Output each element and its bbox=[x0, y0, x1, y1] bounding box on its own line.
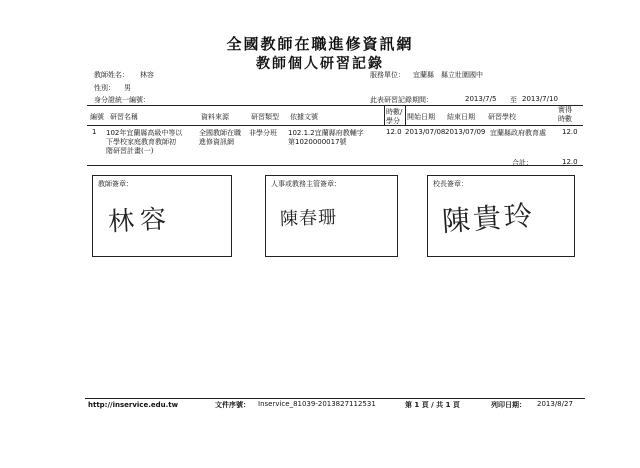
col-header-school: 研習學校 bbox=[488, 113, 516, 121]
row-no: 1 bbox=[92, 128, 97, 136]
col-header-actual-1: 實得 bbox=[558, 106, 572, 114]
row-source-line-1: 全國教師在職 bbox=[199, 129, 241, 137]
footer-page: 第 1 頁 / 共 1 頁 bbox=[405, 401, 460, 409]
document-subtitle: 教師個人研習記錄 bbox=[256, 56, 384, 72]
col-header-start: 開始日期 bbox=[407, 113, 435, 121]
col-header-name: 研習名稱 bbox=[110, 113, 138, 121]
record-period-start: 2013/7/5 bbox=[465, 95, 497, 103]
teacher-signature-label: 教師簽章： bbox=[98, 180, 133, 188]
footer-url: http://inservice.edu.tw bbox=[88, 401, 179, 409]
col-header-hours-2: 學分 bbox=[386, 117, 400, 125]
col-header-source: 資料來源 bbox=[201, 113, 229, 121]
row-basis-line-2: 第1020000017號 bbox=[288, 138, 347, 146]
footer-doc-label: 文件序號： bbox=[215, 401, 250, 409]
teacher-name-label: 教師姓名： bbox=[94, 71, 129, 79]
total-value: 12.0 bbox=[562, 158, 578, 166]
document-title: 全國教師在職進修資訊網 bbox=[226, 35, 414, 53]
footer-doc-value: Inservice_81039-2013827112531 bbox=[258, 400, 376, 408]
teacher-signature: 林容 bbox=[107, 204, 173, 238]
row-actual-hours: 12.0 bbox=[562, 128, 578, 136]
principal-signature-label: 校長簽章： bbox=[433, 180, 468, 188]
table-bottom-rule bbox=[87, 165, 583, 166]
total-label: 合計： bbox=[512, 159, 533, 167]
row-school: 宜蘭縣政府教育處 bbox=[490, 129, 546, 137]
row-start-date: 2013/07/08 bbox=[405, 128, 446, 136]
row-basis-line-1: 102.1.2宜蘭縣府教輔字 bbox=[288, 129, 364, 137]
gender-label: 性別： bbox=[94, 84, 115, 92]
row-end-date: 2013/07/09 bbox=[445, 128, 486, 136]
footer-rule bbox=[85, 398, 585, 399]
service-unit-value: 宜蘭縣 縣立壯圍國中 bbox=[413, 71, 483, 79]
row-type: 非學分班 bbox=[249, 129, 277, 137]
table-top-rule bbox=[87, 105, 583, 106]
table-header-rule bbox=[87, 125, 583, 126]
id-number-label: 身分證統一編號： bbox=[94, 96, 150, 104]
row-hours: 12.0 bbox=[386, 128, 402, 136]
col-header-end: 結束日期 bbox=[447, 113, 475, 121]
hr-signature-label: 人事或教務主管簽章： bbox=[271, 180, 341, 188]
header-divider bbox=[384, 105, 385, 125]
row-name-line-2: 下學校家庭教育教師初 bbox=[106, 138, 176, 146]
footer-print-label: 列印日期： bbox=[491, 401, 526, 409]
col-header-actual-2: 時數 bbox=[558, 115, 572, 123]
record-period-to: 至 bbox=[510, 96, 517, 104]
header-divider bbox=[405, 105, 406, 125]
record-period-end: 2013/7/10 bbox=[522, 95, 558, 103]
teacher-name-value: 林容 bbox=[140, 71, 154, 79]
row-source-line-2: 進修資訊網 bbox=[199, 138, 234, 146]
col-header-type: 研習類型 bbox=[251, 113, 279, 121]
gender-value: 男 bbox=[124, 84, 131, 92]
col-header-basis: 依據文號 bbox=[290, 113, 318, 121]
principal-signature: 陳貴玲 bbox=[441, 198, 537, 239]
footer-print-value: 2013/8/27 bbox=[537, 400, 573, 408]
col-header-no: 編號 bbox=[90, 113, 104, 121]
row-name-line-3: 階研習計畫(一) bbox=[106, 147, 154, 155]
row-name-line-1: 102年宜蘭縣高級中等以 bbox=[106, 129, 183, 137]
hr-signature: 陳春珊 bbox=[279, 207, 338, 230]
col-header-hours-1: 時數/ bbox=[386, 108, 403, 116]
service-unit-label: 服務單位： bbox=[370, 71, 405, 79]
record-period-label: 此表研習記錄期間： bbox=[370, 96, 433, 104]
